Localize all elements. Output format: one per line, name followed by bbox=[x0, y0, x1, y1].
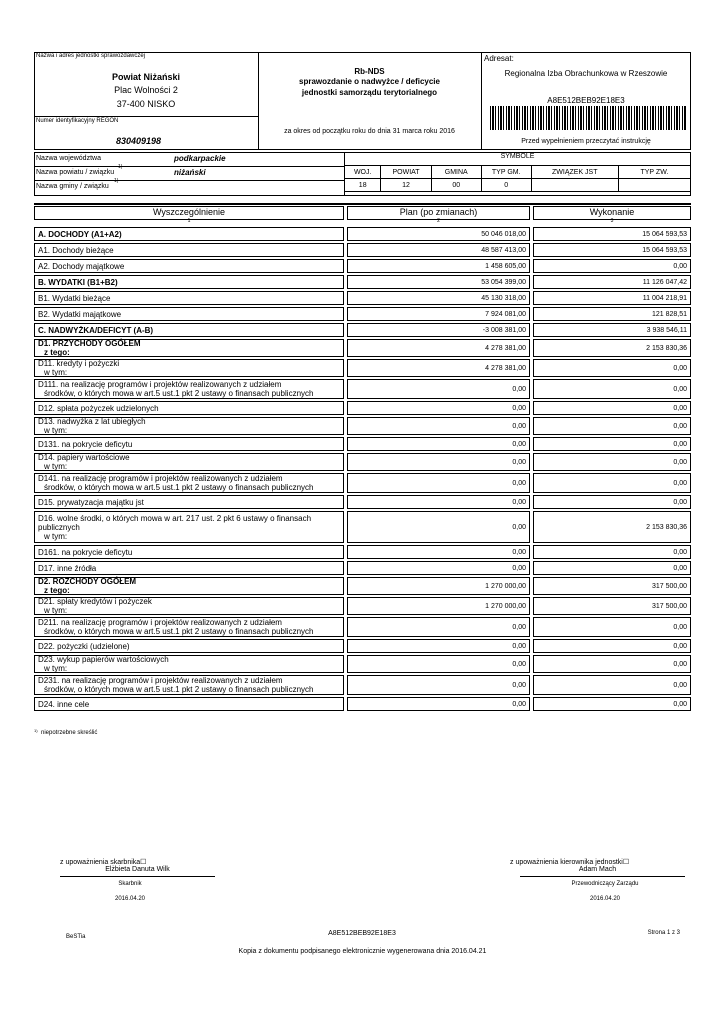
row-description bbox=[34, 323, 344, 337]
row-exec-value: 0,00 bbox=[533, 675, 691, 695]
row-description bbox=[34, 437, 344, 451]
county-label: Nazwa powiatu / związku bbox=[36, 169, 115, 176]
left-authorization: z upoważnienia skarbnika☐ bbox=[60, 859, 147, 866]
row-label: C. NADWYŻKA/DEFICYT (A-B) bbox=[38, 325, 154, 335]
row-exec-value: 0,00 bbox=[533, 561, 691, 575]
table-row bbox=[34, 511, 691, 543]
document-id: A8E512BEB92E18E3 bbox=[328, 930, 396, 937]
row-plan-value: 53 054 399,00 bbox=[347, 275, 530, 289]
software-name: BeSTia bbox=[66, 934, 86, 940]
row-plan-value: 0,00 bbox=[347, 495, 530, 509]
row-sublabel: środków, o których mowa w art.5 ust.1 pkt 2 ustawy o finansach publicznych bbox=[44, 483, 314, 492]
table-row bbox=[34, 675, 691, 695]
row-label: A1. Dochody bieżące bbox=[38, 245, 114, 255]
row-exec-value: 0,00 bbox=[533, 359, 691, 377]
row-description bbox=[34, 243, 344, 257]
row-exec-value: 0,00 bbox=[533, 437, 691, 451]
instruction-note: Przed wypełnieniem przeczytać instrukcję bbox=[521, 138, 651, 145]
row-label: D111. na realizację programów i projektów realizowanych z udziałem bbox=[38, 380, 282, 389]
row-description bbox=[34, 545, 344, 559]
row-sublabel: środków, o których mowa w art.5 ust.1 pkt 2 ustawy o finansach publicznych bbox=[44, 627, 314, 636]
col-header-label: Wykonanie bbox=[589, 207, 635, 217]
symbol-header: ZWIĄZEK JST bbox=[531, 166, 618, 179]
row-label: B2. Wydatki majątkowe bbox=[38, 309, 122, 319]
symbol-header: WOJ. bbox=[345, 166, 381, 179]
table-row bbox=[34, 561, 691, 575]
row-plan-value: 0,00 bbox=[347, 437, 530, 451]
row-description bbox=[34, 275, 344, 289]
barcode-text: A8E512BEB92E18E3 bbox=[547, 96, 625, 105]
symbol-header: GMINA bbox=[431, 166, 481, 179]
symbol-value: 18 bbox=[345, 179, 381, 192]
row-label: D21. spłaty kredytów i pożyczek bbox=[38, 597, 152, 606]
row-exec-value: 11 126 047,42 bbox=[533, 275, 691, 289]
row-exec-value: 15 064 593,53 bbox=[533, 227, 691, 241]
row-description bbox=[34, 617, 344, 637]
symbol-value bbox=[531, 179, 618, 192]
symbol-value: 00 bbox=[431, 179, 481, 192]
row-label: D161. na pokrycie deficytu bbox=[38, 547, 133, 557]
row-plan-value: 4 278 381,00 bbox=[347, 339, 530, 357]
row-sublabel: środków, o których mowa w art.5 ust.1 pkt 2 ustawy o finansach publicznych bbox=[44, 389, 314, 398]
right-signer-role: Przewodniczący Zarządu bbox=[571, 881, 639, 887]
row-label: D22. pożyczki (udzielone) bbox=[38, 641, 130, 651]
unit-street: Plac Wolności 2 bbox=[114, 85, 178, 95]
row-label: D231. na realizację programów i projektów realizowanych z udziałem bbox=[38, 676, 283, 685]
col-header-label: Wyszczególnienie bbox=[153, 207, 225, 217]
row-exec-value: 0,00 bbox=[533, 453, 691, 471]
table-row bbox=[34, 655, 691, 673]
table-row bbox=[34, 323, 691, 337]
commune-label: Nazwa gminy / związku bbox=[36, 183, 109, 190]
row-exec-value: 0,00 bbox=[533, 259, 691, 273]
row-exec-value: 0,00 bbox=[533, 697, 691, 711]
left-sign-date: 2016.04.20 bbox=[114, 896, 146, 902]
row-label: D11. kredyty i pożyczki bbox=[38, 359, 120, 368]
row-plan-value: 0,00 bbox=[347, 473, 530, 493]
row-plan-value: 0,00 bbox=[347, 617, 530, 637]
table-row bbox=[34, 243, 691, 257]
row-description bbox=[34, 453, 344, 471]
row-label: D14. papiery wartościowe bbox=[38, 453, 130, 462]
barcode-image bbox=[490, 106, 686, 130]
row-label: D1. PRZYCHODY OGÓŁEM bbox=[38, 339, 141, 348]
row-description bbox=[34, 401, 344, 415]
page-number: Strona 1 z 3 bbox=[647, 930, 680, 936]
row-sublabel: środków, o których mowa w art.5 ust.1 pkt 2 ustawy o finansach publicznych bbox=[44, 685, 314, 694]
row-exec-value: 121 828,51 bbox=[533, 307, 691, 321]
row-sublabel: w tym: bbox=[44, 462, 68, 471]
copy-note: Kopia z dokumentu podpisanego elektronicznie wygenerowana dnia 2016.04.21 bbox=[238, 948, 487, 955]
row-exec-value: 3 938 546,11 bbox=[533, 323, 691, 337]
row-plan-value: 0,00 bbox=[347, 655, 530, 673]
row-description bbox=[34, 577, 344, 595]
row-plan-value: 0,00 bbox=[347, 511, 530, 543]
row-label: B. WYDATKI (B1+B2) bbox=[38, 277, 118, 287]
symbol-value: 12 bbox=[381, 179, 431, 192]
row-description bbox=[34, 655, 344, 673]
row-plan-value: 50 046 018,00 bbox=[347, 227, 530, 241]
table-row bbox=[34, 379, 691, 399]
row-label: D17. inne źródła bbox=[38, 563, 97, 573]
row-exec-value: 2 153 830,36 bbox=[533, 339, 691, 357]
row-exec-value: 0,00 bbox=[533, 655, 691, 673]
region-row-line-2 bbox=[34, 180, 344, 181]
row-label: D211. na realizację programów i projektów realizowanych z udziałem bbox=[38, 618, 282, 627]
form-code: Rb-NDS bbox=[354, 67, 385, 76]
row-description bbox=[34, 227, 344, 241]
symbol-value: 0 bbox=[481, 179, 531, 192]
row-plan-value: 0,00 bbox=[347, 675, 530, 695]
row-sublabel: w tym: bbox=[44, 664, 68, 673]
row-description bbox=[34, 473, 344, 493]
row-plan-value: 4 278 381,00 bbox=[347, 359, 530, 377]
form-title-2: jednostki samorządu terytorialnego bbox=[301, 88, 438, 97]
right-sign-date: 2016.04.20 bbox=[589, 896, 621, 902]
region-row-line-1 bbox=[34, 166, 344, 167]
left-signer-name: Elżbieta Danuta Wilk bbox=[105, 866, 170, 873]
table-row bbox=[34, 597, 691, 615]
row-description bbox=[34, 495, 344, 509]
symbol-header: TYP ZW. bbox=[618, 166, 690, 179]
symbols-value-row bbox=[345, 179, 691, 192]
symbols-header-row bbox=[345, 166, 691, 179]
right-authorization: z upoważnienia kierownika jednostki☐ bbox=[510, 859, 630, 866]
row-exec-value: 0,00 bbox=[533, 473, 691, 493]
addressee-name: Regionalna Izba Obrachunkowa w Rzeszowie bbox=[504, 69, 668, 78]
row-label: D12. spłata pożyczek udzielonych bbox=[38, 403, 159, 413]
row-label: D131. na pokrycie deficytu bbox=[38, 439, 133, 449]
row-sublabel: z tego: bbox=[44, 586, 70, 595]
row-label: B1. Wydatki bieżące bbox=[38, 293, 111, 303]
row-exec-value: 317 500,00 bbox=[533, 597, 691, 615]
row-label: D24. inne cele bbox=[38, 699, 90, 709]
row-plan-value: 0,00 bbox=[347, 545, 530, 559]
row-description bbox=[34, 417, 344, 435]
voivodeship-value: podkarpackie bbox=[174, 154, 226, 163]
addressee-label: Adresat: bbox=[484, 54, 514, 63]
row-exec-value: 0,00 bbox=[533, 379, 691, 399]
row-sublabel: z tego: bbox=[44, 348, 70, 357]
row-plan-value: 0,00 bbox=[347, 379, 530, 399]
table-row bbox=[34, 275, 691, 289]
row-description bbox=[34, 511, 344, 543]
row-plan-value: -3 008 381,00 bbox=[347, 323, 530, 337]
row-plan-value: 1 270 000,00 bbox=[347, 577, 530, 595]
row-plan-value: 0,00 bbox=[347, 697, 530, 711]
row-description bbox=[34, 259, 344, 273]
row-exec-value: 11 004 218,91 bbox=[533, 291, 691, 305]
row-exec-value: 0,00 bbox=[533, 495, 691, 509]
row-plan-value: 45 130 318,00 bbox=[347, 291, 530, 305]
row-label: D2. ROZCHODY OGÓŁEM bbox=[38, 577, 137, 586]
right-signer-name: Adam Mach bbox=[578, 866, 617, 873]
row-label: D141. na realizację programów i projektów realizowanych z udziałem bbox=[38, 474, 283, 483]
row-label: D23. wykup papierów wartościowych bbox=[38, 655, 169, 664]
col-number: 2 bbox=[437, 218, 440, 224]
row-label: D15. prywatyzacja majątku jst bbox=[38, 497, 144, 507]
footnote-mark: 1) bbox=[34, 728, 38, 733]
row-plan-value: 7 924 081,00 bbox=[347, 307, 530, 321]
unit-label: Nazwa i adres jednostki sprawozdawczej bbox=[36, 53, 146, 59]
left-signature-line bbox=[60, 876, 215, 877]
left-signer-role: Skarbnik bbox=[118, 881, 142, 887]
row-plan-value: 0,00 bbox=[347, 417, 530, 435]
row-label: D13. nadwyżka z lat ubiegłych bbox=[38, 417, 146, 426]
row-description bbox=[34, 561, 344, 575]
row-description bbox=[34, 291, 344, 305]
row-sublabel: w tym: bbox=[44, 531, 68, 541]
table-row bbox=[34, 227, 691, 241]
row-plan-value: 0,00 bbox=[347, 453, 530, 471]
row-exec-value: 0,00 bbox=[533, 639, 691, 653]
row-plan-value: 0,00 bbox=[347, 401, 530, 415]
county-footnote-mark: 1) bbox=[118, 164, 123, 170]
row-sublabel: w tym: bbox=[44, 606, 68, 615]
table-row bbox=[34, 291, 691, 305]
row-exec-value: 0,00 bbox=[533, 545, 691, 559]
row-label: A2. Dochody majątkowe bbox=[38, 261, 125, 271]
table-row bbox=[34, 453, 691, 471]
row-exec-value: 2 153 830,36 bbox=[533, 511, 691, 543]
row-description bbox=[34, 307, 344, 321]
county-value: niżański bbox=[174, 168, 206, 177]
row-exec-value: 0,00 bbox=[533, 401, 691, 415]
report-period: za okres od początku roku do dnia 31 marca roku 2016 bbox=[284, 128, 455, 135]
regon-value: 830409198 bbox=[116, 136, 162, 146]
header-regon-divider bbox=[34, 116, 258, 117]
row-plan-value: 48 587 413,00 bbox=[347, 243, 530, 257]
row-label: A. DOCHODY (A1+A2) bbox=[38, 229, 122, 239]
table-row bbox=[34, 495, 691, 509]
table-row bbox=[34, 359, 691, 377]
regon-label: Numer identyfikacyjny REGON bbox=[36, 118, 119, 124]
voivodeship-label: Nazwa województwa bbox=[36, 155, 101, 162]
symbol-value bbox=[618, 179, 690, 192]
row-label: D16. wolne środki, o których mowa w art. 217 ust. 2 pkt 6 ustawy o finansach publicznych bbox=[38, 513, 312, 532]
symbol-header: POWIAT bbox=[381, 166, 431, 179]
form-title-1: sprawozdanie o nadwyżce / deficycie bbox=[299, 77, 440, 86]
table-row bbox=[34, 577, 691, 595]
row-exec-value: 0,00 bbox=[533, 417, 691, 435]
row-sublabel: w tym: bbox=[44, 368, 68, 377]
row-sublabel: w tym: bbox=[44, 426, 68, 435]
commune-footnote-mark: 1) bbox=[114, 178, 119, 184]
col-number: 3 bbox=[610, 218, 614, 224]
footnote-text: niepotrzebne skreślić bbox=[41, 730, 98, 736]
unit-city: 37-400 NISKO bbox=[116, 99, 176, 109]
row-plan-value: 0,00 bbox=[347, 639, 530, 653]
row-exec-value: 317 500,00 bbox=[533, 577, 691, 595]
row-description bbox=[34, 697, 344, 711]
table-row bbox=[34, 339, 691, 357]
col-header-label: Plan (po zmianach) bbox=[399, 207, 478, 217]
table-row bbox=[34, 307, 691, 321]
row-description bbox=[34, 639, 344, 653]
row-description bbox=[34, 359, 344, 377]
symbols-table bbox=[344, 165, 691, 192]
table-row bbox=[34, 617, 691, 637]
row-description bbox=[34, 379, 344, 399]
row-exec-value: 15 064 593,53 bbox=[533, 243, 691, 257]
table-row bbox=[34, 639, 691, 653]
row-description bbox=[34, 675, 344, 695]
row-plan-value: 1 270 000,00 bbox=[347, 597, 530, 615]
row-plan-value: 1 458 605,00 bbox=[347, 259, 530, 273]
table-row bbox=[34, 697, 691, 711]
table-row bbox=[34, 473, 691, 493]
col-number: 1 bbox=[187, 218, 191, 224]
row-description bbox=[34, 597, 344, 615]
table-row bbox=[34, 437, 691, 451]
table-row bbox=[34, 259, 691, 273]
table-row bbox=[34, 417, 691, 435]
row-exec-value: 0,00 bbox=[533, 617, 691, 637]
row-plan-value: 0,00 bbox=[347, 561, 530, 575]
right-signature-line bbox=[520, 876, 685, 877]
table-row bbox=[34, 545, 691, 559]
unit-name: Powiat Niżański bbox=[111, 72, 181, 82]
symbol-header: TYP GM. bbox=[481, 166, 531, 179]
table-top-rule bbox=[34, 203, 691, 205]
table-row bbox=[34, 401, 691, 415]
row-description bbox=[34, 339, 344, 357]
symbols-title: SYMBOLE bbox=[500, 153, 535, 160]
